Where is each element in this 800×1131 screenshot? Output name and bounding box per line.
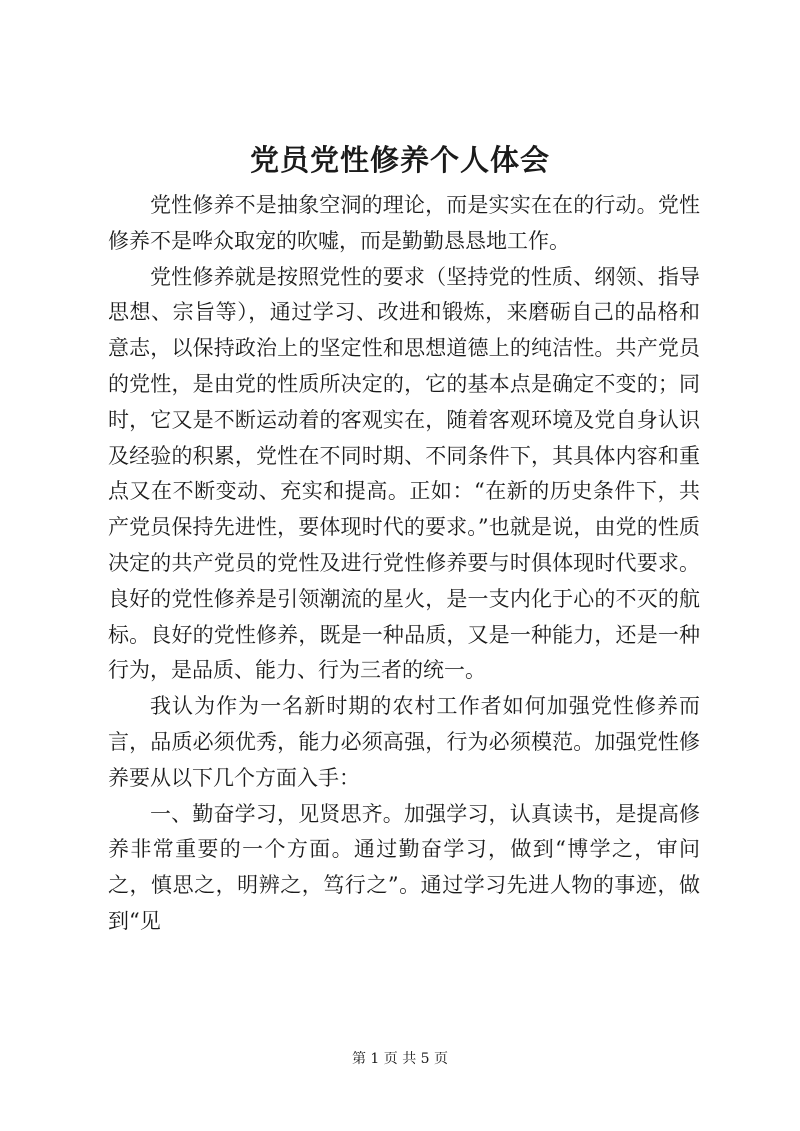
document-title: 党员党性修养个人体会 bbox=[249, 143, 550, 177]
paragraph-4: 一、勤奋学习，见贤思齐。加强学习，认真读书，是提高修养非常重要的一个方面。通过勤奋学习，做到“博学之，审问之，慎思之，明辨之，笃行之”。通过学习先进人物的事迹，做到“见 bbox=[108, 801, 700, 933]
document-body bbox=[108, 188, 700, 940]
paragraph-3: 我认为作为一名新时期的农村工作者如何加强党性修养而言，品质必须优秀，能力必须高强，行为必须模范。加强党性修养要从以下几个方面入手： bbox=[108, 694, 700, 790]
paragraph-1: 党性修养不是抽象空洞的理论，而是实实在在的行动。党性修养不是哗众取宠的吹嘘，而是勤勤恳恳地工作。 bbox=[108, 193, 700, 253]
page-footer: 第 1 页 共 5 页 bbox=[351, 1051, 449, 1067]
paragraph-2: 党性修养就是按照党性的要求（坚持党的性质、纲领、指导思想、宗旨等），通过学习、改进和锻炼，来磨砺自己的品格和意志，以保持政治上的坚定性和思想道德上的纯洁性。共产党员的党性，是由党的性质所决定的，它的基本点是确定不变的；同时，它又是不断运动着的客观实在，随着客观环境及党自身认识及经验的积累，党性在不同时期、不同条件下，其具体内容和重点又在不断变动、充实和提高。正如：“在新的历史条件下，共产党员保持先进性，要体现时代的要求。”也就是说，由党的性质决定的共产党员的党性及进行党性修养要与时俱体现时代要求。良好的党性修养是引领潮流的星火，是一支内化于心的不灭的航标。良好的党性修养，既是一种品质，又是一种能力，还是一种行为，是品质、能力、行为三者的统一。 bbox=[108, 264, 700, 683]
